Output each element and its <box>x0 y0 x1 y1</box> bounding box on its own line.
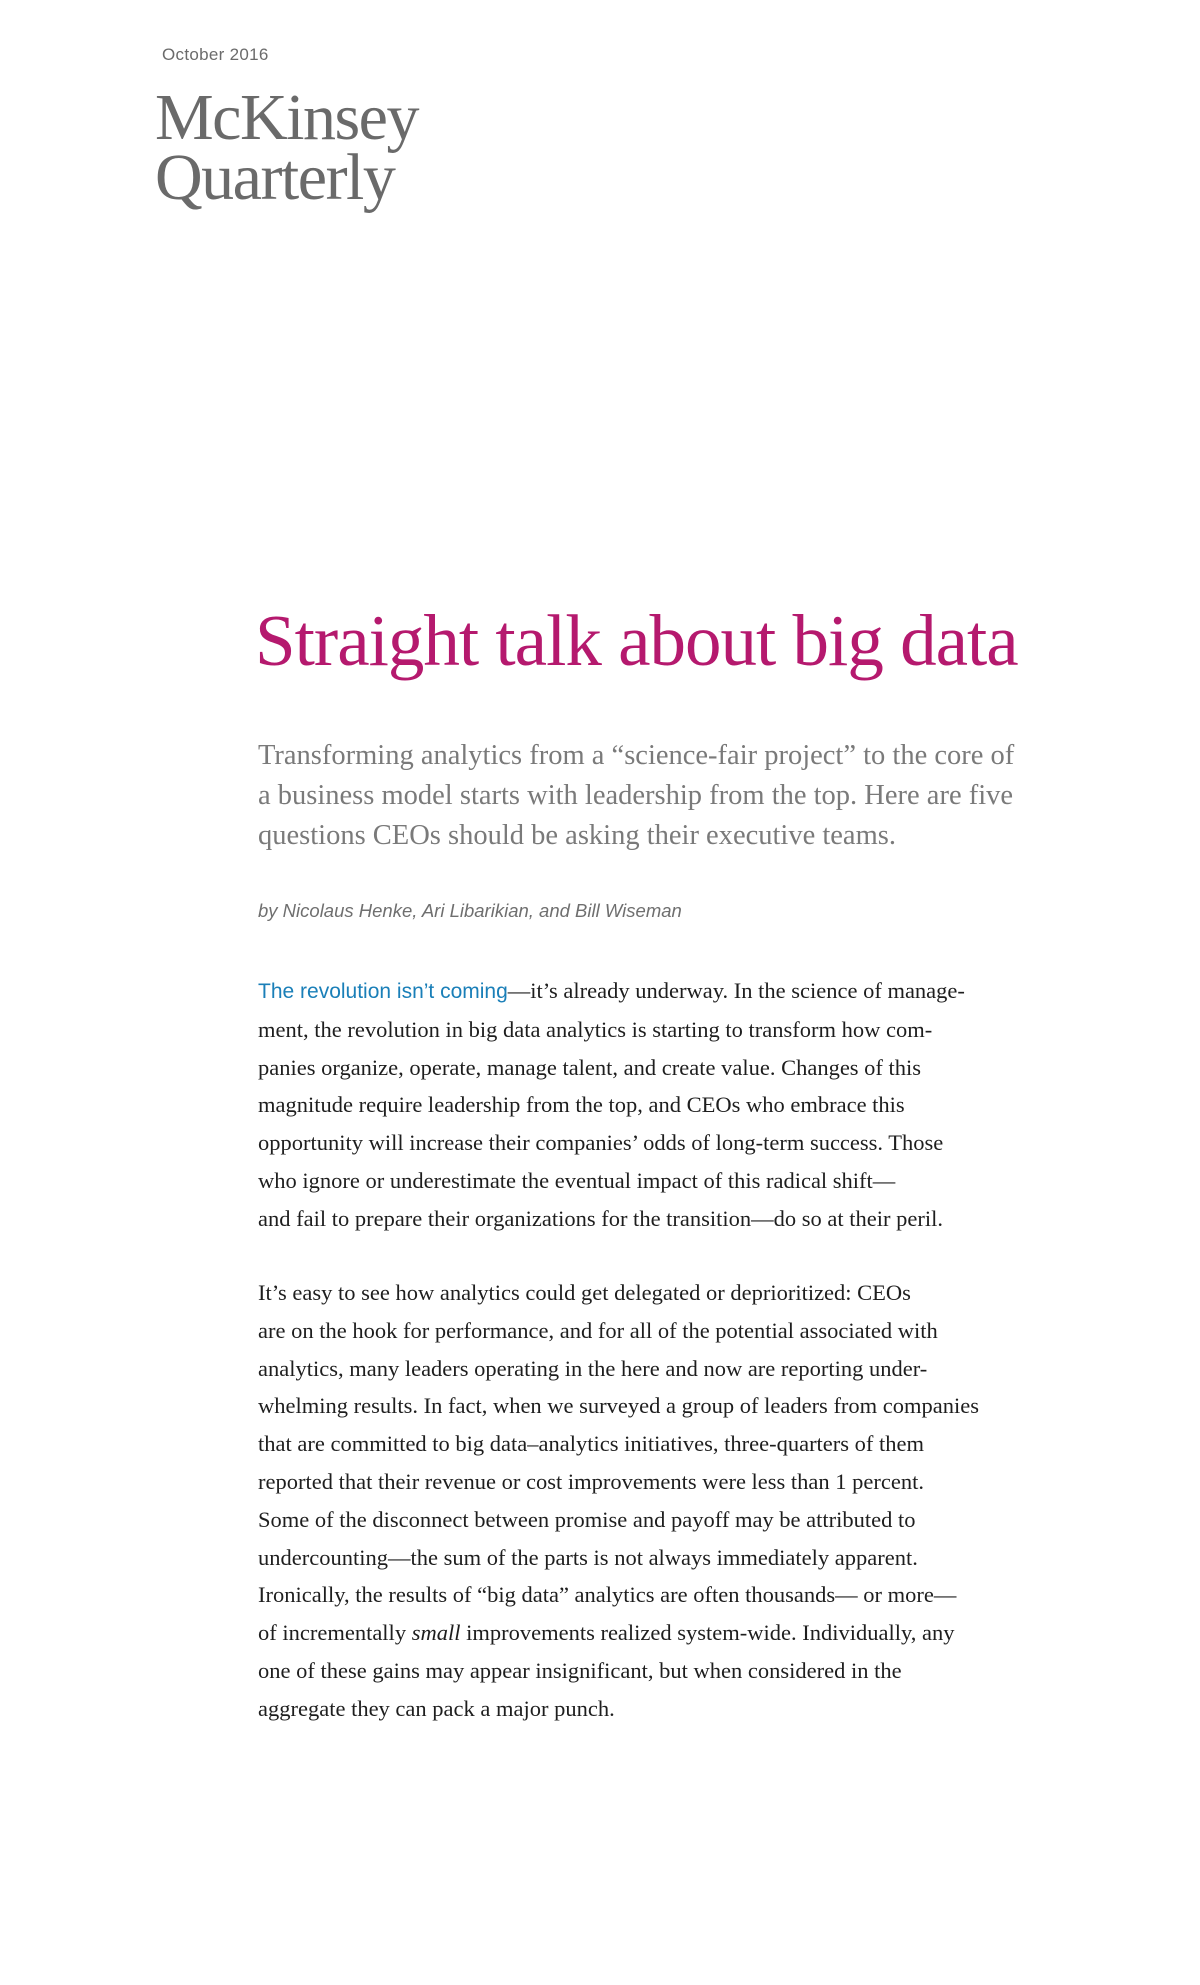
article-byline: by Nicolaus Henke, Ari Libarikian, and Bill Wiseman <box>258 900 682 921</box>
emphasis-text: small <box>411 1620 461 1646</box>
article-deck <box>258 736 1118 856</box>
paragraph-line: opportunity will increase their companies’ odds of long-term success. Those <box>258 1130 944 1156</box>
paragraph-line: ment, the revolution in big data analytics is starting to transform how com- <box>258 1016 933 1042</box>
paragraph-line: one of these gains may appear insignificant, but when considered in the <box>258 1657 902 1683</box>
paragraph-line <box>258 1614 1138 1652</box>
paragraph-line: aggregate they can pack a major punch. <box>258 1695 615 1721</box>
body-paragraph-2 <box>258 1274 1138 1728</box>
paragraph-line: that are committed to big data–analytics initiatives, three-quarters of them <box>258 1431 925 1457</box>
deck-line: questions CEOs should be asking their executive teams. <box>258 820 896 851</box>
deck-line: a business model starts with leadership from the top. Here are five <box>258 780 1014 811</box>
paragraph-line: and fail to prepare their organizations for the transition—do so at their peril. <box>258 1205 943 1231</box>
masthead-line-1: McKinsey <box>155 81 418 154</box>
deck-line: Transforming analytics from a “science-fair project” to the core of <box>258 740 1015 771</box>
paragraph-line: Some of the disconnect between promise and payoff may be attributed to <box>258 1506 916 1532</box>
paragraph-line: analytics, many leaders operating in the here and now are reporting under- <box>258 1355 928 1381</box>
article-title: Straight talk about big data <box>255 600 1018 681</box>
line-text: of incrementally <box>258 1620 412 1646</box>
lead-in-text: The revolution isn’t coming <box>258 980 508 1003</box>
paragraph-line: It’s easy to see how analytics could get delegated or deprioritized: CEOs <box>258 1280 911 1305</box>
paragraph-line: panies organize, operate, manage talent, and create value. Changes of this <box>258 1054 922 1080</box>
paragraph-line <box>258 972 1138 1011</box>
masthead-logo <box>155 81 418 214</box>
masthead-line-2: Quarterly <box>155 141 395 214</box>
lead-line-rest: —it’s already underway. In the science of manage- <box>507 978 965 1003</box>
paragraph-line: Ironically, the results of “big data” analytics are often thousands— or more— <box>258 1582 957 1608</box>
paragraph-line: magnitude require leadership from the top, and CEOs who embrace this <box>258 1092 905 1118</box>
paragraph-line: are on the hook for performance, and for all of the potential associated with <box>258 1317 938 1343</box>
paragraph-line: undercounting—the sum of the parts is not always immediately apparent. <box>258 1544 918 1570</box>
line-text: improvements realized system-wide. Individually, any <box>460 1620 955 1646</box>
paragraph-line: who ignore or underestimate the eventual impact of this radical shift— <box>258 1167 896 1193</box>
paragraph-line: reported that their revenue or cost improvements were less than 1 percent. <box>258 1468 925 1494</box>
body-paragraph-1 <box>258 972 1138 1238</box>
issue-date: October 2016 <box>162 45 269 64</box>
paragraph-line: whelming results. In fact, when we surveyed a group of leaders from companies <box>258 1393 980 1419</box>
